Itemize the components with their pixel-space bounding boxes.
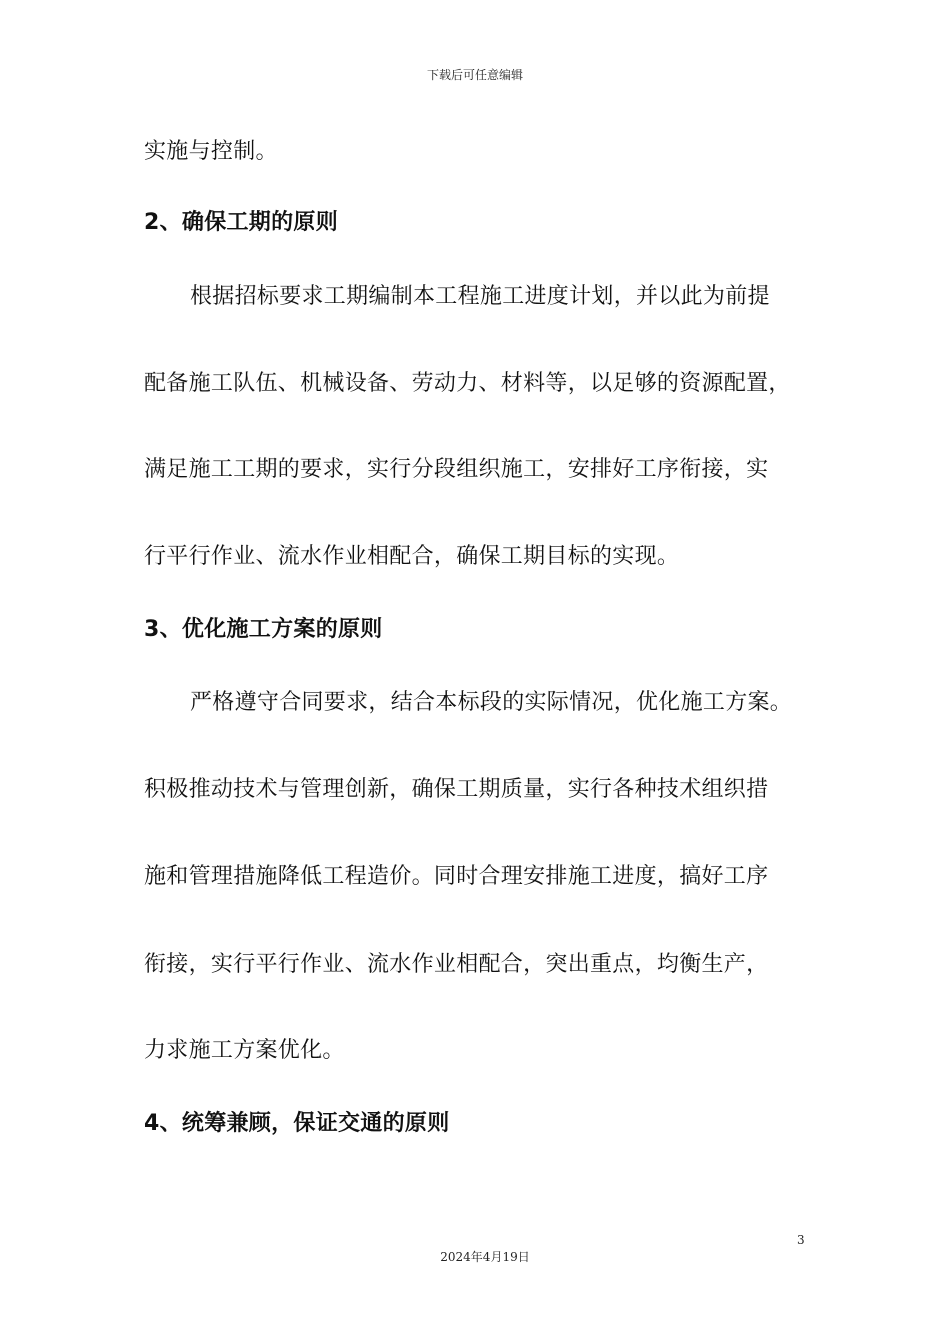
body-line: 实施与控制。	[144, 139, 278, 164]
page-number: 3	[797, 1233, 805, 1247]
section-heading-3: 3、优化施工方案的原则	[144, 617, 383, 642]
page-header: 下载后可任意编辑	[426, 68, 523, 82]
section-heading-4: 4、统筹兼顾，保证交通的原则	[144, 1111, 450, 1136]
body-line: 根据招标要求工期编制本工程施工进度计划，并以此为前提	[190, 284, 770, 309]
section-heading-2: 2、确保工期的原则	[144, 210, 339, 235]
body-line: 积极推动技术与管理创新，确保工期质量，实行各种技术组织措	[144, 777, 769, 802]
footer-date: 2024年4月19日	[440, 1250, 530, 1264]
body-line: 施和管理措施降低工程造价。同时合理安排施工进度，搞好工序	[144, 864, 769, 889]
body-line: 行平行作业、流水作业相配合，确保工期目标的实现。	[144, 544, 680, 569]
body-line: 衔接，实行平行作业、流水作业相配合，突出重点，均衡生产，	[144, 952, 769, 977]
body-line: 力求施工方案优化。	[144, 1038, 345, 1063]
body-line: 满足施工工期的要求，实行分段组织施工，安排好工序衔接，实	[144, 457, 769, 482]
body-line: 严格遵守合同要求，结合本标段的实际情况，优化施工方案。	[190, 690, 793, 715]
body-line: 配备施工队伍、机械设备、劳动力、材料等，以足够的资源配置，	[144, 371, 791, 396]
